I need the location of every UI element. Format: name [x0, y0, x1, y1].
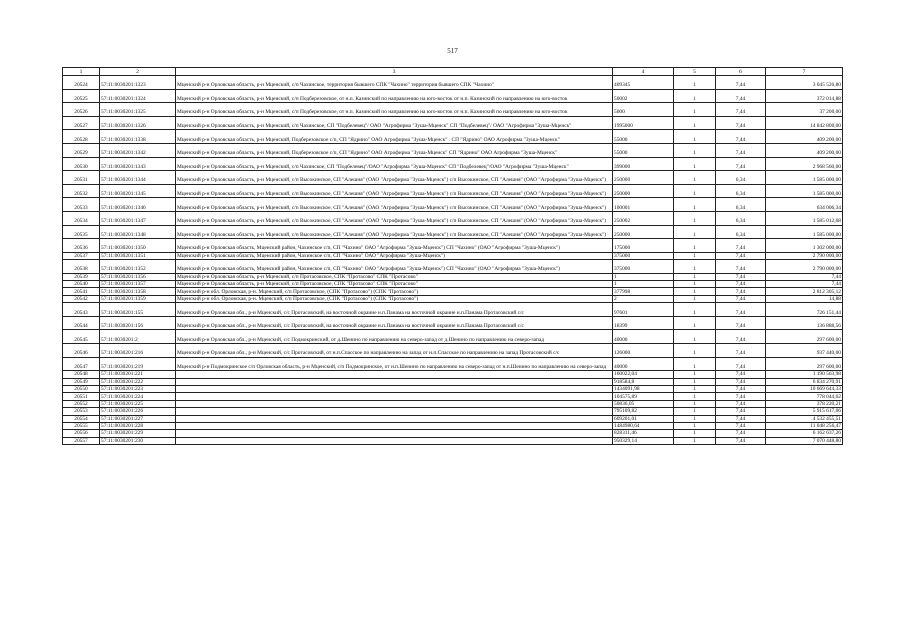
row-number: 20525 [63, 89, 100, 103]
rate-value: 7,44 [716, 130, 766, 144]
area-value: 377998 [613, 288, 674, 295]
cadastral-number: 57:11:0030201:155 [100, 303, 176, 317]
address: Мценский р-н Орловская область, Мценский район, Чахинское с/п, СП "Чахино" ОАО "Агрофирма "Зуша-Мценск") [176, 252, 613, 259]
cadastral-value: 4 532 455,51 [766, 415, 843, 422]
row-number: 20536 [63, 239, 100, 253]
address: Мценский р-н Орловская область, р-н Мценский, с/п Чахинское, СП "Подбелевец"/ ОАО "Агрофирма "Зуша-Мценск" СП "Подбелевец"/ ОАО "Агрофирма "Зуша-Мценск" [176, 116, 613, 130]
cadastral-number: 57:11:0030201:1359 [100, 295, 176, 302]
address [176, 371, 613, 378]
table-row [63, 344, 843, 358]
area-value: 918584,8 [613, 378, 674, 385]
rate-value: 6,34 [716, 225, 766, 239]
cadastral-number: 57:11:0030201:156 [100, 316, 176, 330]
area-value: 250002 [613, 211, 674, 225]
rate-value: 7,44 [716, 116, 766, 130]
area-value: 250000 [613, 171, 674, 185]
rate-value: 6,34 [716, 211, 766, 225]
table-row [63, 116, 843, 130]
address [176, 415, 613, 422]
row-number: 20535 [63, 225, 100, 239]
address [176, 437, 613, 444]
address: Мценский р-н обл. Орловская, р-н. Мценский, с/п Протасовское, (СПК "Протасово") (СПК "Протасово") [176, 295, 613, 302]
area-value: 104575,89 [613, 393, 674, 400]
cadastral-value: 378 220,21 [766, 400, 843, 407]
address [176, 386, 613, 393]
header-col-2: 2 [100, 68, 176, 76]
address: Мценский р-н Орловская область, р-н Мценский, с/п Высокинское, СП "Алешня" (ОАО "Агрофирма "Зуша-Мценск") с/п Высокинское, СП "Алешня" (ОАО "Агрофирма "Зуша-Мценск") [176, 225, 613, 239]
row-number: 20549 [63, 378, 100, 385]
cadastral-value: 1 302 000,00 [766, 239, 843, 253]
address: Мценский р-н Орловская область, р-н Мценский, с/п Протасовское, СПК "Протасово" СПК "Протасово" [176, 273, 613, 280]
table-row [63, 430, 843, 437]
cadastral-value: 409 200,00 [766, 130, 843, 144]
area-value: 100001 [613, 198, 674, 212]
count-value: 1 [674, 415, 716, 422]
address [176, 408, 613, 415]
cadastral-value: 136 888,56 [766, 316, 843, 330]
rate-value: 7,44 [716, 344, 766, 358]
area-value: 409345 [613, 76, 674, 90]
row-number: 20538 [63, 260, 100, 274]
table-row [63, 130, 843, 144]
cadastral-number: 57:11:0030201:1338 [100, 130, 176, 144]
cadastral-number: 57:11:0030201:1351 [100, 252, 176, 259]
table-row [63, 437, 843, 444]
count-value: 1 [674, 143, 716, 157]
rate-value: 6,34 [716, 198, 766, 212]
cadastral-value: 14,88 [766, 295, 843, 302]
cadastral-value: 3 045 526,80 [766, 76, 843, 90]
address: Мценский р-н Орловская область, р-н Мценский, с/п Высокинское, СП "Алешня" (ОАО "Агрофирма "Зуша-Мценск") с/п Высокинское, СП "Алешня" (ОАО "Агрофирма "Зуша-Мценск") [176, 171, 613, 185]
cadastral-value: 372 014,88 [766, 89, 843, 103]
row-number: 20527 [63, 116, 100, 130]
table-row [63, 260, 843, 274]
land-registry-table [62, 67, 843, 445]
cadastral-value: 1 190 563,98 [766, 371, 843, 378]
table-row [63, 316, 843, 330]
cadastral-number: 57:11:0030201:223 [100, 386, 176, 393]
rate-value: 7,44 [716, 422, 766, 429]
area-value: 40000 [613, 330, 674, 344]
table-row [63, 281, 843, 288]
rate-value: 7,44 [716, 371, 766, 378]
count-value: 1 [674, 316, 716, 330]
rate-value: 7,44 [716, 316, 766, 330]
rate-value: 7,44 [716, 378, 766, 385]
cadastral-number: 57:11:0030201:227 [100, 415, 176, 422]
rate-value: 6,34 [716, 184, 766, 198]
count-value: 1 [674, 386, 716, 393]
count-value: 1 [674, 303, 716, 317]
cadastral-value: 7,44 [766, 281, 843, 288]
rate-value: 7,44 [716, 273, 766, 280]
row-number: 20541 [63, 288, 100, 295]
count-value: 1 [674, 344, 716, 358]
address: Мценский р-н Орловская обл., р-н Мценский, с/с Протасовский, на восточной окраине н.п.Панама на восточной окраине н.п.Панама Протасовский с/с [176, 303, 613, 317]
row-number: 20539 [63, 273, 100, 280]
row-number: 20544 [63, 316, 100, 330]
rate-value: 7,44 [716, 393, 766, 400]
cadastral-number: 57:11:0030201:224 [100, 393, 176, 400]
cadastral-number: 57:11:0030201:1344 [100, 171, 176, 185]
count-value: 1 [674, 239, 716, 253]
cadastral-value: 2 968 560,00 [766, 157, 843, 171]
rate-value: 7,44 [716, 260, 766, 274]
rate-value: 7,44 [716, 415, 766, 422]
table-row [63, 288, 843, 295]
header-col-1: 1 [63, 68, 100, 76]
cadastral-number: 57:11:0030201:1358 [100, 288, 176, 295]
cadastral-value: 409 200,00 [766, 143, 843, 157]
cadastral-value: 14 842 800,00 [766, 116, 843, 130]
rate-value: 7,44 [716, 76, 766, 90]
address: Мценский р-н Орловская область, Мценский район, Чахинское с/п, СП "Чахино" ОАО "Агрофирма "Зуша-Мценск") СП "Чахино" (ОАО "Агрофирма "Зуша-Мценск") [176, 260, 613, 274]
area-value: 609201,01 [613, 415, 674, 422]
area-value: 250000 [613, 225, 674, 239]
row-number: 20543 [63, 303, 100, 317]
address: Мценский р-н Орловская обл., р-н Мценский, с/с Протасовский, от н.п.Спасское по направлению на запад от н.п.Спасское по направлению на запад Протасовский с/с [176, 344, 613, 358]
address: Мценский р-н Орловская область, Мценский район, Чахинское с/п, СП "Чахино" ОАО "Агрофирма "Зуша-Мценск") СП "Чахино" (ОАО "Агрофирма "Зуша-Мценск") [176, 239, 613, 253]
area-value: 40000 [613, 357, 674, 371]
table-row [63, 184, 843, 198]
area-value: 1 [613, 273, 674, 280]
address: Мценский р-н Орловская область, р-н Мценский, Подберезовское с/п, СП "Ядрино" ОАО Агрофирма "Зуша-Мценск" СП "Ядрино" ОАО Агрофирма "Зуша-Мценск" [176, 143, 613, 157]
count-value: 1 [674, 260, 716, 274]
row-number: 20546 [63, 344, 100, 358]
table-row [63, 408, 843, 415]
row-number: 20537 [63, 252, 100, 259]
table-row [63, 400, 843, 407]
cadastral-number: 57:11:0030201:221 [100, 371, 176, 378]
area-value: 1434091,98 [613, 386, 674, 393]
table-row [63, 143, 843, 157]
area-value: 55000 [613, 143, 674, 157]
table-row [63, 103, 843, 117]
table-row [63, 393, 843, 400]
cadastral-value: 1 585 012,68 [766, 211, 843, 225]
cadastral-value: 297 600,00 [766, 357, 843, 371]
address: Мценский р-н обл. Орловская, р-н. Мценский, с/п Протасовское, (СПК "Протасово") (СПК "Протасово") [176, 288, 613, 295]
count-value: 1 [674, 330, 716, 344]
area-value: 55000 [613, 130, 674, 144]
rate-value: 7,44 [716, 400, 766, 407]
row-number: 20533 [63, 198, 100, 212]
count-value: 1 [674, 288, 716, 295]
count-value: 1 [674, 211, 716, 225]
cadastral-value: 10 669 644,33 [766, 386, 843, 393]
rate-value: 7,44 [716, 303, 766, 317]
area-value: 160022,04 [613, 371, 674, 378]
count-value: 1 [674, 130, 716, 144]
cadastral-number: 57:11:0030201:1352 [100, 260, 176, 274]
area-value: 950329,14 [613, 437, 674, 444]
area-value: 97601 [613, 303, 674, 317]
area-value: 18399 [613, 316, 674, 330]
count-value: 1 [674, 252, 716, 259]
row-number: 20547 [63, 357, 100, 371]
cadastral-number: 57:11:0030201:1342 [100, 143, 176, 157]
row-number: 20524 [63, 76, 100, 90]
cadastral-value: 37 200,00 [766, 103, 843, 117]
cadastral-number: 57:11:0030201:1326 [100, 116, 176, 130]
area-value: 1 [613, 281, 674, 288]
cadastral-number: 57:11:0030201:1347 [100, 211, 176, 225]
cadastral-value: 2 790 000,00 [766, 252, 843, 259]
address: Мценский р-н Подмокринское с/п Орловская область, р-н Мценский, с/п Подмокринское, от н.п.Шенино по направлению на северо-запад от н.п.Шенино по направлению на северо-запад [176, 357, 613, 371]
address: Мценский р-н Орловская область, р-н Мценский, с/п Высокинское, СП "Алешня" (ОАО "Агрофирма "Зуша-Мценск") с/п Высокинское, СП "Алешня" (ОАО "Агрофирма "Зуша-Мценск") [176, 184, 613, 198]
cadastral-number: 57:11:0030201:1357 [100, 281, 176, 288]
address [176, 393, 613, 400]
rate-value: 7,44 [716, 89, 766, 103]
count-value: 1 [674, 408, 716, 415]
address: Мценский р-н Орловская область, р-н Мценский, с/п Высокинское, СП "Алешня" (ОАО "Агрофирма "Зуша-Мценск") с/п Высокинское, СП "Алешня" (ОАО "Агрофирма "Зуша-Мценск") [176, 198, 613, 212]
count-value: 1 [674, 157, 716, 171]
row-number: 20526 [63, 103, 100, 117]
count-value: 1 [674, 393, 716, 400]
header-col-3: 3 [176, 68, 613, 76]
row-number: 20534 [63, 211, 100, 225]
table-row [63, 378, 843, 385]
table-row [63, 198, 843, 212]
cadastral-number: 57:11:0030201:228 [100, 422, 176, 429]
row-number: 20552 [63, 400, 100, 407]
table-row [63, 415, 843, 422]
cadastral-number: 57:11:0030201:219 [100, 357, 176, 371]
area-value: 795109,82 [613, 408, 674, 415]
cadastral-value: 2 812 305,12 [766, 288, 843, 295]
count-value: 1 [674, 295, 716, 302]
address [176, 422, 613, 429]
cadastral-value: 297 600,00 [766, 330, 843, 344]
row-number: 20550 [63, 386, 100, 393]
table-row [63, 211, 843, 225]
cadastral-number: 57:11:0030201:222 [100, 378, 176, 385]
row-number: 20532 [63, 184, 100, 198]
cadastral-value: 11 048 256,47 [766, 422, 843, 429]
address: Мценский р-н Орловская область, р-н Мценский, с/п Подберезовское, от н.п. Казинский по направлению на юго-восток от н.п. Казинский по направлению на юго-восток [176, 103, 613, 117]
cadastral-value: 1 585 000,00 [766, 171, 843, 185]
rate-value: 7,44 [716, 239, 766, 253]
row-number: 20529 [63, 143, 100, 157]
cadastral-number: 57:11:0030201:216 [100, 344, 176, 358]
cadastral-number: 57:11:0030201:1323 [100, 76, 176, 90]
address: Мценский р-н Орловская область, р-н Мценский, с/п Протасовское, СПК "Протасово" СПК "Протасово" [176, 281, 613, 288]
row-number: 20540 [63, 281, 100, 288]
table-row [63, 303, 843, 317]
rate-value: 6,34 [716, 171, 766, 185]
cadastral-number: 57:11:0030201:1346 [100, 198, 176, 212]
row-number: 20548 [63, 371, 100, 378]
count-value: 1 [674, 400, 716, 407]
header-col-5: 5 [674, 68, 716, 76]
header-col-4: 4 [613, 68, 674, 76]
table-row [63, 330, 843, 344]
address: Мценский р-н Орловская обл., р-н Мценский, с/с Протасовский, на восточной окраине н.п.Панама на восточной окраине н.п.Панама Протасовский с/с [176, 316, 613, 330]
table-row [63, 225, 843, 239]
cadastral-number: 57:11:0030201:1343 [100, 157, 176, 171]
address [176, 430, 613, 437]
count-value: 1 [674, 378, 716, 385]
row-number: 20530 [63, 157, 100, 171]
row-number: 20557 [63, 437, 100, 444]
area-value: 375000 [613, 252, 674, 259]
table-row [63, 157, 843, 171]
row-number: 20551 [63, 393, 100, 400]
area-value: 175000 [613, 239, 674, 253]
count-value: 1 [674, 437, 716, 444]
page-number: 517 [447, 47, 458, 55]
cadastral-number: 57:11:0030201:1324 [100, 89, 176, 103]
area-value: 126000 [613, 344, 674, 358]
count-value: 1 [674, 89, 716, 103]
row-number: 20545 [63, 330, 100, 344]
table-body [63, 76, 843, 445]
address [176, 378, 613, 385]
address: Мценский р-н Орловская область, р-н Мценский, с/п Высокинское, СП "Алешня" (ОАО "Агрофирма "Зуша-Мценск") с/п Высокинское, СП "Алешня" (ОАО "Агрофирма "Зуша-Мценск") [176, 211, 613, 225]
cadastral-number: 57:11:0030201:1348 [100, 225, 176, 239]
table-row [63, 273, 843, 280]
cadastral-value: 5 915 617,06 [766, 408, 843, 415]
rate-value: 7,44 [716, 143, 766, 157]
count-value: 1 [674, 198, 716, 212]
cadastral-number: 57:11:0030201:1325 [100, 103, 176, 117]
rate-value: 7,44 [716, 357, 766, 371]
header-col-6: 6 [716, 68, 766, 76]
cadastral-value: 6 162 637,26 [766, 430, 843, 437]
count-value: 1 [674, 430, 716, 437]
area-value: 1484980,64 [613, 422, 674, 429]
cadastral-value: 7 070 448,80 [766, 437, 843, 444]
cadastral-value: 778 044,62 [766, 393, 843, 400]
count-value: 1 [674, 171, 716, 185]
address: Мценский р-н Орловская область, р-н Мценский, с/п Чахинское, территория бывшего СПК "Чахино" территория бывшего СПК "Чахино" [176, 76, 613, 90]
cadastral-value: 937 440,00 [766, 344, 843, 358]
rate-value: 7,44 [716, 437, 766, 444]
row-number: 20528 [63, 130, 100, 144]
count-value: 1 [674, 357, 716, 371]
address [176, 400, 613, 407]
area-value: 50002 [613, 89, 674, 103]
area-value: 50836,05 [613, 400, 674, 407]
cadastral-number: 57:11:0030201:1356 [100, 273, 176, 280]
area-value: 250000 [613, 184, 674, 198]
cadastral-value: 6 834 270,91 [766, 378, 843, 385]
header-col-7: 7 [766, 68, 843, 76]
table-row [63, 89, 843, 103]
rate-value: 7,44 [716, 103, 766, 117]
rate-value: 7,44 [716, 252, 766, 259]
cadastral-value: 726 151,44 [766, 303, 843, 317]
area-value: 5000 [613, 103, 674, 117]
cadastral-number: 57:11:0030201:226 [100, 408, 176, 415]
area-value: 828311,46 [613, 430, 674, 437]
count-value: 1 [674, 184, 716, 198]
row-number: 20555 [63, 422, 100, 429]
table-header-row [63, 68, 843, 76]
table-row [63, 252, 843, 259]
address: Мценский р-н Орловская область, р-н Мценский, Подберезовское с/п, СП "Ядрино" ОАО Агрофирма "Зуша-Мценск" . СП "Ядрино" ОАО Агрофирма "Зуша-Мценск" [176, 130, 613, 144]
row-number: 20531 [63, 171, 100, 185]
count-value: 1 [674, 371, 716, 378]
cadastral-number: 57:11:0030201:1345 [100, 184, 176, 198]
area-value: 375000 [613, 260, 674, 274]
cadastral-number: 57:11:0030201:2 [100, 330, 176, 344]
table-row [63, 171, 843, 185]
table-row [63, 357, 843, 371]
rate-value: 7,44 [716, 330, 766, 344]
area-value: 399000 [613, 157, 674, 171]
row-number: 20553 [63, 408, 100, 415]
rate-value: 7,44 [716, 408, 766, 415]
row-number: 20556 [63, 430, 100, 437]
rate-value: 7,44 [716, 288, 766, 295]
cadastral-value: 1 585 000,00 [766, 184, 843, 198]
cadastral-value: 1 585 000,00 [766, 225, 843, 239]
count-value: 1 [674, 225, 716, 239]
cadastral-number: 57:11:0030201:1350 [100, 239, 176, 253]
row-number: 20542 [63, 295, 100, 302]
address: Мценский р-н Орловская область, р-н Мценский, с/п Подберезовское, от н.п. Казинский по направлению на юго-восток от н.п. Казинский по направлению на юго-восток [176, 89, 613, 103]
address: Мценский р-н Орловская область, р-н Мценский, с/п Чахинское, СП "Подбелевец"/ОАО "Агрофирма "Зуша-Мценск" СП "Подбелевец"/ОАО "Агрофирма "Зуша-Мценск" [176, 157, 613, 171]
table-row [63, 295, 843, 302]
cadastral-number: 57:11:0030201:225 [100, 400, 176, 407]
cadastral-number: 57:11:0030201:229 [100, 430, 176, 437]
count-value: 1 [674, 281, 716, 288]
address: Мценский р-н Орловская обл., р-н Мценский, с/с Подмокринский, от д.Шенино по направлению на северо-запад от д.Шенино по направлению на северо-запад [176, 330, 613, 344]
area-value: 1995000 [613, 116, 674, 130]
table-row [63, 422, 843, 429]
count-value: 1 [674, 103, 716, 117]
rate-value: 7,44 [716, 281, 766, 288]
count-value: 1 [674, 422, 716, 429]
cadastral-value: 7,44 [766, 273, 843, 280]
count-value: 1 [674, 76, 716, 90]
table-row [63, 371, 843, 378]
cadastral-value: 634 006,34 [766, 198, 843, 212]
table-row [63, 76, 843, 90]
cadastral-value: 2 790 000,00 [766, 260, 843, 274]
rate-value: 7,44 [716, 295, 766, 302]
count-value: 1 [674, 273, 716, 280]
rate-value: 7,44 [716, 157, 766, 171]
table-row [63, 386, 843, 393]
table-row [63, 239, 843, 253]
count-value: 1 [674, 116, 716, 130]
row-number: 20554 [63, 415, 100, 422]
cadastral-number: 57:11:0030201:230 [100, 437, 176, 444]
rate-value: 7,44 [716, 386, 766, 393]
rate-value: 7,44 [716, 430, 766, 437]
area-value: 2 [613, 295, 674, 302]
